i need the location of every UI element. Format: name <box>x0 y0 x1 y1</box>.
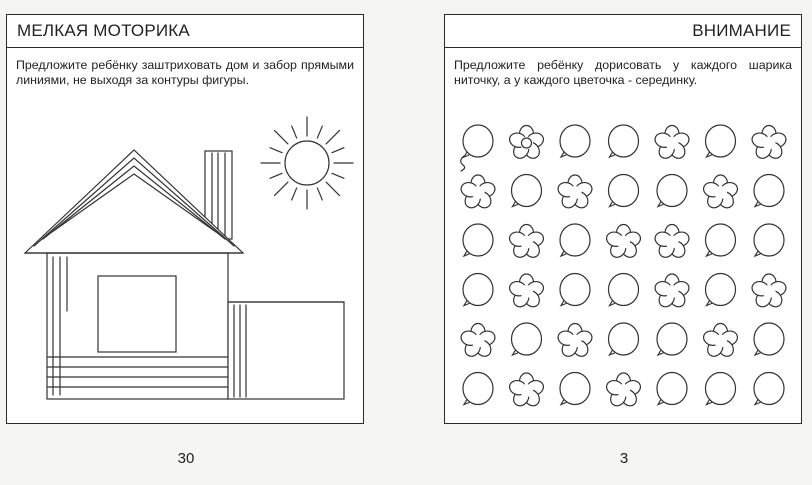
flower-icon <box>750 274 788 310</box>
left-page-number: 30 <box>177 450 195 467</box>
balloon-icon <box>706 125 736 157</box>
balloon-icon <box>754 224 784 256</box>
balloon-icon <box>609 125 639 157</box>
window <box>98 276 176 352</box>
balloon-icon <box>560 125 590 157</box>
balloon-icon <box>461 125 493 171</box>
balloon-icon <box>706 373 736 405</box>
flower-icon <box>653 225 691 261</box>
balloon-icon <box>754 373 784 405</box>
flower-icon <box>459 324 497 360</box>
balloon-icon <box>560 373 590 405</box>
right-page-number: 3 <box>619 450 629 467</box>
flower-icon <box>556 324 594 360</box>
right-page-title: ВНИМАНИЕ <box>445 15 801 48</box>
flower-icon <box>702 324 740 360</box>
balloon-icon <box>463 224 493 256</box>
balloon-flower-grid <box>445 15 803 425</box>
balloon-icon <box>657 323 687 355</box>
balloon-icon <box>609 323 639 355</box>
flower-icon <box>605 225 643 261</box>
fence <box>228 302 344 399</box>
balloon-icon <box>463 274 493 306</box>
balloon-icon <box>560 274 590 306</box>
flower-icon <box>653 274 691 310</box>
flower-icon <box>750 126 788 162</box>
flower-icon <box>605 373 643 409</box>
left-workbook-page <box>6 14 364 424</box>
balloon-icon <box>512 323 542 355</box>
flower-icon <box>508 225 546 261</box>
balloon-icon <box>609 274 639 306</box>
right-workbook-page <box>444 14 802 424</box>
balloon-icon <box>706 274 736 306</box>
flower-icon <box>556 175 594 211</box>
sun-icon <box>261 117 353 209</box>
balloon-icon <box>560 224 590 256</box>
balloon-icon <box>512 175 542 207</box>
balloon-icon <box>609 175 639 207</box>
flower-icon <box>459 175 497 211</box>
flower-icon <box>508 373 546 409</box>
left-page-instruction: Предложите ребёнку заштриховать дом и забор прямыми линиями, не выходя за контуры фигуры. <box>16 58 354 87</box>
flower-icon <box>508 274 546 310</box>
balloon-icon <box>754 323 784 355</box>
balloon-icon <box>463 373 493 405</box>
house-drawing <box>7 15 365 425</box>
balloon-icon <box>754 175 784 207</box>
flower-icon <box>653 126 691 162</box>
balloon-icon <box>657 373 687 405</box>
flower-icon <box>508 126 546 162</box>
flower-icon <box>702 175 740 211</box>
right-page-instruction: Предложите ребёнку дорисовать у каждого шарика ниточку, а у каждого цветочка - серединку. <box>454 58 792 87</box>
balloon-icon <box>657 175 687 207</box>
house-body <box>47 253 228 399</box>
balloon-icon <box>706 224 736 256</box>
left-page-title: МЕЛКАЯ МОТОРИКА <box>7 15 363 48</box>
